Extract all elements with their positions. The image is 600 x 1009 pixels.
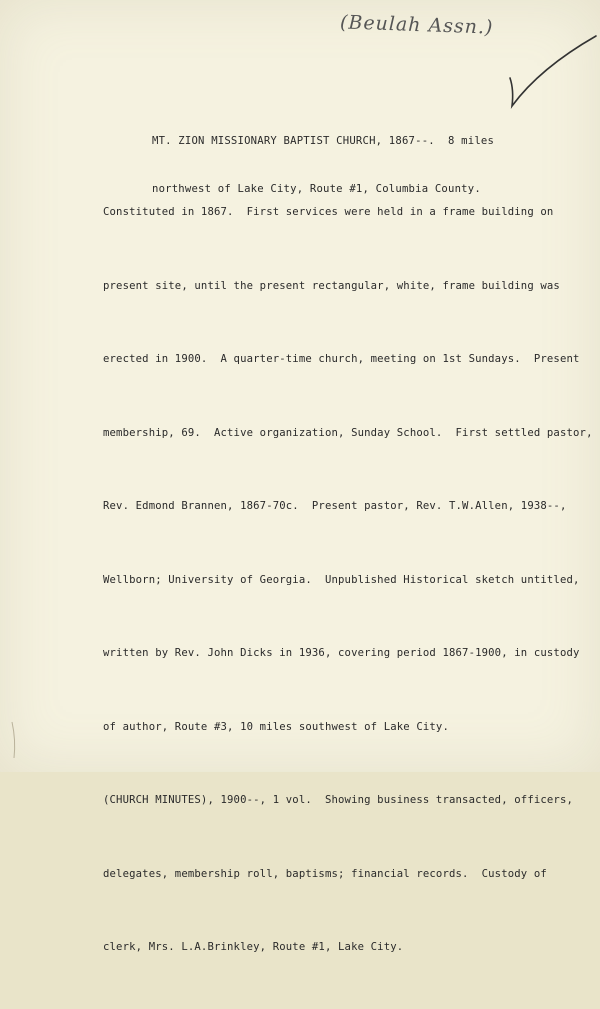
body-line: of author, Route #3, 10 miles southwest of Lake City. [103,720,449,733]
document-body [103,151,593,1009]
heading-line: MT. ZION MISSIONARY BAPTIST CHURCH, 1867--. 8 miles [152,135,495,147]
page-fold-mark [8,720,38,760]
check-mark-icon [500,28,600,118]
body-line: (CHURCH MINUTES), 1900--, 1 vol. Showing business transacted, officers, [103,794,574,806]
body-line: erected in 1900. A quarter-time church, meeting on 1st Sundays. Present [103,353,580,365]
body-line: Rev. Edmond Brannen, 1867-70c. Present pastor, Rev. T.W.Allen, 1938--, [103,500,567,512]
handwritten-annotation: (Beulah Assn.) [339,11,494,39]
body-line: Wellborn; University of Georgia. Unpublished Historical sketch untitled, [103,573,580,586]
heading-line: northwest of Lake City, Route #1, Columbia County. [152,183,481,195]
body-line: clerk, Mrs. L.A.Brinkley, Route #1, Lake City. [103,941,404,953]
body-line: delegates, membership roll, baptisms; financial records. Custody of [103,867,547,880]
body-line: present site, until the present rectangular, white, frame building was [103,279,560,292]
body-line: written by Rev. John Dicks in 1936, covering period 1867-1900, in custody [103,647,580,659]
body-line: Constituted in 1867. First services were held in a frame building on [103,206,554,218]
body-line: membership, 69. Active organization, Sunday School. First settled pastor, [103,426,593,439]
